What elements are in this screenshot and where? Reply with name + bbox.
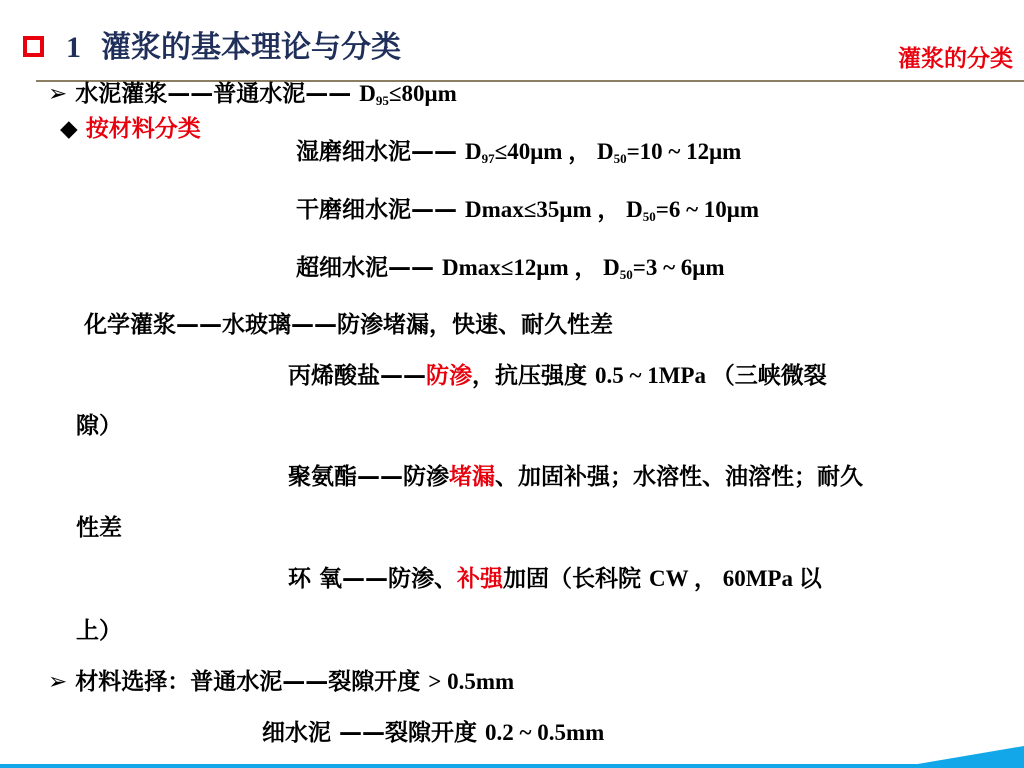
diamond-bullet-icon: ◆ xyxy=(60,116,78,142)
subscript: 97 xyxy=(481,151,495,166)
subscript: 50 xyxy=(613,151,627,166)
text-segment: 湿磨细水泥—— xyxy=(296,139,466,165)
text-segment: 以 xyxy=(798,566,822,592)
text-segment: CW ， 60MPa xyxy=(649,566,799,591)
line-polyurethane xyxy=(288,462,863,492)
text-segment: 隙） xyxy=(76,413,122,439)
highlighted-text: 补强 xyxy=(457,566,504,592)
line-material-selection xyxy=(48,667,514,697)
subscript: 50 xyxy=(642,209,656,224)
text-segment: 0.5 ~ 1MPa xyxy=(595,363,712,388)
line-polyurethane-cont xyxy=(76,513,122,543)
text-segment: 0.2 ~ 0.5mm xyxy=(485,720,605,745)
text-segment: Dmax≤35μm ， D xyxy=(465,197,643,222)
line-epoxy-cont xyxy=(76,616,122,646)
text-segment: 环 氧——防渗、 xyxy=(288,566,458,592)
line-wet-ground-cement xyxy=(296,137,741,167)
text-segment: 丙烯酸盐—— xyxy=(288,363,426,389)
text-segment: Dmax≤12μm ， D xyxy=(442,255,620,280)
line-ultrafine-cement xyxy=(296,253,724,283)
line-by-material-heading xyxy=(60,114,201,144)
text-segment: =6 ~ 10μm xyxy=(655,197,759,222)
text-segment: 性差 xyxy=(76,515,122,541)
title-label: 灌浆的基本理论与分类 xyxy=(101,30,401,65)
highlighted-text: 按材料分类 xyxy=(85,116,201,142)
text-segment: 加固（长科院 xyxy=(503,566,650,592)
text-segment: > 0.5mm xyxy=(428,669,515,694)
text-segment: 超细水泥—— xyxy=(296,255,443,281)
line-acrylate-cont xyxy=(76,411,122,441)
section-number: 1 xyxy=(66,31,81,64)
text-segment: =10 ~ 12μm xyxy=(626,139,742,164)
text-segment: 聚氨酯——防渗 xyxy=(288,464,449,490)
arrow-bullet-icon: ➢ xyxy=(48,81,68,107)
text-segment: 、加固补强；水溶性、油溶性；耐久 xyxy=(495,464,863,490)
text-segment: 上） xyxy=(76,618,122,644)
arrow-bullet-icon: ➢ xyxy=(48,669,68,695)
page-title xyxy=(66,26,401,70)
line-chemical-grouting xyxy=(84,310,613,340)
text-segment: 干磨细水泥—— xyxy=(296,197,466,223)
text-segment: D xyxy=(465,139,482,164)
text-segment: ≤80μm xyxy=(388,81,457,106)
title-bullet-square xyxy=(23,36,44,57)
line-cement-grouting xyxy=(48,79,457,109)
section-tag: 灌浆的分类 xyxy=(898,46,1013,72)
highlighted-text: 堵漏 xyxy=(449,464,495,490)
line-acrylate xyxy=(288,361,827,391)
text-segment: =3 ~ 6μm xyxy=(632,255,725,280)
line-epoxy xyxy=(288,564,822,594)
text-segment: ≤40μm ， D xyxy=(494,139,614,164)
text-segment: D xyxy=(359,81,376,106)
line-fine-cement xyxy=(262,718,604,748)
text-segment: 化学灌浆——水玻璃——防渗堵漏，快速、耐久性差 xyxy=(84,312,613,338)
footer-wedge xyxy=(864,746,1024,768)
text-segment: ，抗压强度 xyxy=(472,363,596,389)
highlighted-text: 防渗 xyxy=(426,363,472,389)
subscript: 95 xyxy=(375,93,389,108)
text-segment: 材料选择：普通水泥——裂隙开度 xyxy=(75,669,429,695)
line-dry-ground-cement xyxy=(296,195,759,225)
text-segment: 细水泥 ——裂隙开度 xyxy=(262,720,486,746)
text-segment: 水泥灌浆——普通水泥—— xyxy=(75,81,360,107)
text-segment: （三峡微裂 xyxy=(711,363,827,389)
subscript: 50 xyxy=(619,267,633,282)
